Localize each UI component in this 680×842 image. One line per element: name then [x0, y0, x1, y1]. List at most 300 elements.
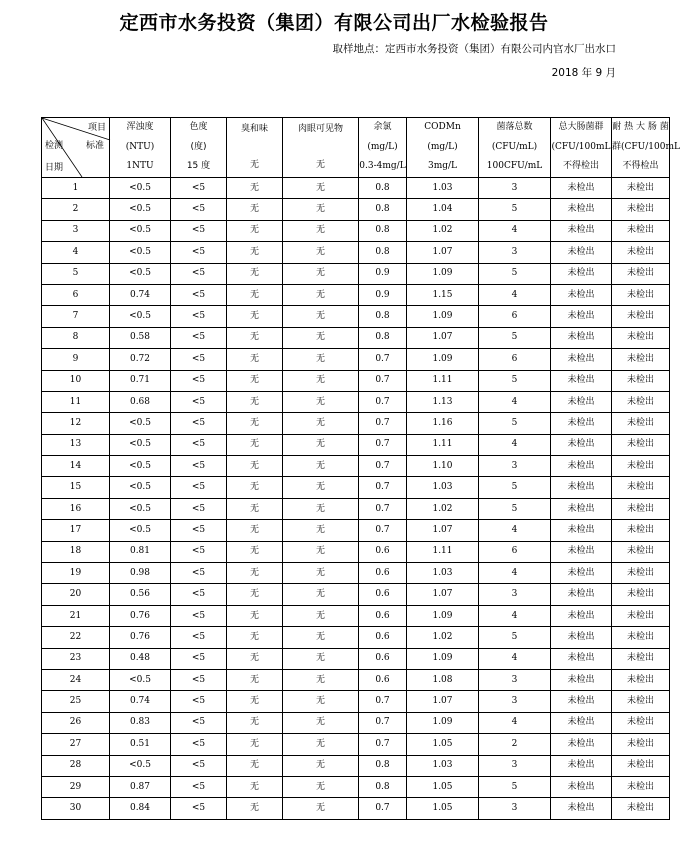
cell-thermotolerant-coliform: 未检出 [612, 734, 670, 755]
cell-color: <5 [171, 712, 227, 733]
cell-total-coliform: 未检出 [551, 498, 612, 519]
sampling-location: 取样地点：定西市水务投资（集团）有限公司内官水厂出水口 [332, 43, 616, 55]
cell-odor: 无 [227, 349, 283, 370]
cell-date: 14 [42, 456, 110, 477]
cell-color: <5 [171, 755, 227, 776]
table-row [42, 755, 670, 776]
cell-colony-count: 5 [479, 263, 551, 284]
cell-visible-matter: 无 [283, 456, 359, 477]
cell-odor: 无 [227, 669, 283, 690]
table-row [42, 263, 670, 284]
cell-color: <5 [171, 178, 227, 199]
corner-standard-label: 标准 [85, 141, 104, 151]
report-title: 定西市水务投资（集团）有限公司出厂水检验报告 [119, 12, 549, 34]
cell-visible-matter: 无 [283, 541, 359, 562]
cell-residual-chlorine: 0.8 [359, 178, 407, 199]
cell-colony-count: 5 [479, 370, 551, 391]
cell-date: 11 [42, 391, 110, 412]
cell-turbidity: 0.51 [110, 734, 171, 755]
cell-colony-count: 4 [479, 712, 551, 733]
cell-turbidity: <0.5 [110, 669, 171, 690]
cell-turbidity: <0.5 [110, 520, 171, 541]
cell-residual-chlorine: 0.6 [359, 584, 407, 605]
cell-turbidity: <0.5 [110, 242, 171, 263]
cell-colony-count: 4 [479, 284, 551, 305]
cell-codmn: 1.10 [407, 456, 479, 477]
cell-residual-chlorine: 0.8 [359, 242, 407, 263]
cell-codmn: 1.02 [407, 220, 479, 241]
cell-total-coliform: 未检出 [551, 263, 612, 284]
cell-codmn: 1.15 [407, 284, 479, 305]
cell-date: 29 [42, 776, 110, 797]
cell-total-coliform: 未检出 [551, 284, 612, 305]
cell-visible-matter: 无 [283, 199, 359, 220]
table-row [42, 434, 670, 455]
cell-total-coliform: 未检出 [551, 712, 612, 733]
cell-odor: 无 [227, 584, 283, 605]
cell-turbidity: <0.5 [110, 178, 171, 199]
cell-turbidity: <0.5 [110, 199, 171, 220]
cell-visible-matter: 无 [283, 520, 359, 541]
cell-color: <5 [171, 605, 227, 626]
cell-visible-matter: 无 [283, 605, 359, 626]
cell-visible-matter: 无 [283, 776, 359, 797]
table-row [42, 413, 670, 434]
cell-residual-chlorine: 0.9 [359, 263, 407, 284]
cell-visible-matter: 无 [283, 306, 359, 327]
cell-colony-count: 3 [479, 242, 551, 263]
cell-colony-count: 2 [479, 734, 551, 755]
cell-date: 1 [42, 178, 110, 199]
cell-colony-count: 4 [479, 520, 551, 541]
cell-total-coliform: 未检出 [551, 434, 612, 455]
cell-turbidity: 0.56 [110, 584, 171, 605]
cell-residual-chlorine: 0.7 [359, 456, 407, 477]
cell-thermotolerant-coliform: 未检出 [612, 712, 670, 733]
cell-thermotolerant-coliform: 未检出 [612, 477, 670, 498]
table-row [42, 391, 670, 412]
cell-date: 27 [42, 734, 110, 755]
cell-total-coliform: 未检出 [551, 306, 612, 327]
cell-visible-matter: 无 [283, 370, 359, 391]
col-header-colony-count: 菌落总数 (CFU/mL) 100CFU/mL [479, 118, 551, 178]
cell-visible-matter: 无 [283, 563, 359, 584]
cell-codmn: 1.09 [407, 263, 479, 284]
cell-residual-chlorine: 0.7 [359, 520, 407, 541]
cell-thermotolerant-coliform: 未检出 [612, 605, 670, 626]
cell-residual-chlorine: 0.8 [359, 220, 407, 241]
cell-color: <5 [171, 520, 227, 541]
cell-residual-chlorine: 0.6 [359, 563, 407, 584]
cell-odor: 无 [227, 648, 283, 669]
cell-colony-count: 5 [479, 627, 551, 648]
cell-date: 22 [42, 627, 110, 648]
cell-color: <5 [171, 199, 227, 220]
cell-total-coliform: 未检出 [551, 477, 612, 498]
cell-date: 12 [42, 413, 110, 434]
cell-residual-chlorine: 0.6 [359, 541, 407, 562]
cell-odor: 无 [227, 734, 283, 755]
cell-total-coliform: 未检出 [551, 755, 612, 776]
cell-odor: 无 [227, 712, 283, 733]
cell-codmn: 1.07 [407, 242, 479, 263]
corner-date-label: 日期 [45, 163, 64, 173]
cell-codmn: 1.11 [407, 434, 479, 455]
cell-visible-matter: 无 [283, 669, 359, 690]
cell-codmn: 1.09 [407, 306, 479, 327]
cell-thermotolerant-coliform: 未检出 [612, 242, 670, 263]
cell-turbidity: 0.72 [110, 349, 171, 370]
cell-date: 24 [42, 669, 110, 690]
cell-odor: 无 [227, 327, 283, 348]
cell-odor: 无 [227, 178, 283, 199]
cell-residual-chlorine: 0.6 [359, 605, 407, 626]
cell-odor: 无 [227, 242, 283, 263]
col-header-total-coliform: 总大肠菌群 (CFU/100mL 不得检出 [551, 118, 612, 178]
cell-colony-count: 3 [479, 669, 551, 690]
cell-turbidity: 0.84 [110, 798, 171, 819]
cell-color: <5 [171, 691, 227, 712]
cell-turbidity: 0.98 [110, 563, 171, 584]
cell-visible-matter: 无 [283, 434, 359, 455]
cell-color: <5 [171, 627, 227, 648]
table-row [42, 541, 670, 562]
cell-color: <5 [171, 498, 227, 519]
table-row [42, 669, 670, 690]
table-row [42, 798, 670, 819]
cell-codmn: 1.07 [407, 691, 479, 712]
cell-residual-chlorine: 0.8 [359, 327, 407, 348]
cell-thermotolerant-coliform: 未检出 [612, 284, 670, 305]
cell-codmn: 1.03 [407, 178, 479, 199]
table-row [42, 520, 670, 541]
cell-visible-matter: 无 [283, 648, 359, 669]
cell-colony-count: 3 [479, 798, 551, 819]
cell-residual-chlorine: 0.8 [359, 776, 407, 797]
cell-turbidity: <0.5 [110, 498, 171, 519]
cell-residual-chlorine: 0.7 [359, 434, 407, 455]
cell-colony-count: 4 [479, 220, 551, 241]
table-row [42, 349, 670, 370]
table-row [42, 178, 670, 199]
cell-color: <5 [171, 327, 227, 348]
cell-codmn: 1.07 [407, 520, 479, 541]
cell-colony-count: 5 [479, 477, 551, 498]
cell-colony-count: 5 [479, 413, 551, 434]
cell-turbidity: 0.74 [110, 284, 171, 305]
cell-turbidity: 0.76 [110, 605, 171, 626]
table-row [42, 242, 670, 263]
cell-codmn: 1.13 [407, 391, 479, 412]
cell-total-coliform: 未检出 [551, 413, 612, 434]
cell-turbidity: <0.5 [110, 306, 171, 327]
cell-total-coliform: 未检出 [551, 691, 612, 712]
cell-colony-count: 4 [479, 563, 551, 584]
cell-total-coliform: 未检出 [551, 669, 612, 690]
col-header-turbidity: 浑浊度 (NTU) 1NTU [110, 118, 171, 178]
cell-total-coliform: 未检出 [551, 776, 612, 797]
cell-visible-matter: 无 [283, 349, 359, 370]
cell-total-coliform: 未检出 [551, 605, 612, 626]
cell-total-coliform: 未检出 [551, 734, 612, 755]
water-quality-table [41, 117, 680, 820]
cell-visible-matter: 无 [283, 584, 359, 605]
table-row [42, 584, 670, 605]
table-row [42, 712, 670, 733]
cell-total-coliform: 未检出 [551, 541, 612, 562]
table-row [42, 456, 670, 477]
cell-color: <5 [171, 584, 227, 605]
table-row [42, 734, 670, 755]
cell-total-coliform: 未检出 [551, 520, 612, 541]
cell-odor: 无 [227, 199, 283, 220]
cell-turbidity: <0.5 [110, 220, 171, 241]
cell-total-coliform: 未检出 [551, 648, 612, 669]
cell-odor: 无 [227, 541, 283, 562]
cell-color: <5 [171, 434, 227, 455]
cell-odor: 无 [227, 370, 283, 391]
cell-visible-matter: 无 [283, 691, 359, 712]
cell-thermotolerant-coliform: 未检出 [612, 456, 670, 477]
cell-turbidity: 0.68 [110, 391, 171, 412]
cell-color: <5 [171, 349, 227, 370]
cell-thermotolerant-coliform: 未检出 [612, 220, 670, 241]
cell-total-coliform: 未检出 [551, 563, 612, 584]
cell-thermotolerant-coliform: 未检出 [612, 541, 670, 562]
cell-colony-count: 5 [479, 199, 551, 220]
cell-residual-chlorine: 0.7 [359, 370, 407, 391]
cell-visible-matter: 无 [283, 498, 359, 519]
cell-total-coliform: 未检出 [551, 456, 612, 477]
cell-thermotolerant-coliform: 未检出 [612, 306, 670, 327]
cell-codmn: 1.03 [407, 477, 479, 498]
cell-residual-chlorine: 0.7 [359, 798, 407, 819]
cell-date: 26 [42, 712, 110, 733]
cell-thermotolerant-coliform: 未检出 [612, 798, 670, 819]
cell-color: <5 [171, 306, 227, 327]
cell-odor: 无 [227, 391, 283, 412]
cell-colony-count: 3 [479, 584, 551, 605]
cell-colony-count: 4 [479, 434, 551, 455]
cell-odor: 无 [227, 520, 283, 541]
cell-codmn: 1.11 [407, 370, 479, 391]
table-row [42, 284, 670, 305]
cell-colony-count: 5 [479, 327, 551, 348]
cell-colony-count: 3 [479, 178, 551, 199]
cell-color: <5 [171, 541, 227, 562]
cell-visible-matter: 无 [283, 263, 359, 284]
table-row [42, 327, 670, 348]
table-row [42, 220, 670, 241]
cell-thermotolerant-coliform: 未检出 [612, 391, 670, 412]
cell-odor: 无 [227, 434, 283, 455]
header-row [42, 118, 670, 178]
cell-visible-matter: 无 [283, 284, 359, 305]
cell-total-coliform: 未检出 [551, 327, 612, 348]
corner-item-label: 项目 [87, 123, 106, 133]
cell-residual-chlorine: 0.8 [359, 755, 407, 776]
cell-date: 5 [42, 263, 110, 284]
cell-residual-chlorine: 0.6 [359, 648, 407, 669]
cell-residual-chlorine: 0.7 [359, 477, 407, 498]
cell-color: <5 [171, 456, 227, 477]
table-row [42, 691, 670, 712]
cell-total-coliform: 未检出 [551, 627, 612, 648]
cell-total-coliform: 未检出 [551, 242, 612, 263]
cell-visible-matter: 无 [283, 391, 359, 412]
cell-colony-count: 3 [479, 456, 551, 477]
cell-color: <5 [171, 413, 227, 434]
cell-date: 17 [42, 520, 110, 541]
cell-odor: 无 [227, 563, 283, 584]
cell-visible-matter: 无 [283, 220, 359, 241]
cell-colony-count: 4 [479, 391, 551, 412]
cell-thermotolerant-coliform: 未检出 [612, 627, 670, 648]
cell-color: <5 [171, 391, 227, 412]
corner-cell [42, 118, 110, 178]
cell-codmn: 1.07 [407, 584, 479, 605]
cell-date: 9 [42, 349, 110, 370]
cell-date: 7 [42, 306, 110, 327]
cell-odor: 无 [227, 263, 283, 284]
cell-date: 15 [42, 477, 110, 498]
cell-odor: 无 [227, 284, 283, 305]
cell-residual-chlorine: 0.7 [359, 498, 407, 519]
cell-colony-count: 5 [479, 776, 551, 797]
cell-codmn: 1.09 [407, 712, 479, 733]
cell-codmn: 1.09 [407, 605, 479, 626]
cell-color: <5 [171, 370, 227, 391]
cell-residual-chlorine: 0.7 [359, 734, 407, 755]
cell-odor: 无 [227, 776, 283, 797]
cell-residual-chlorine: 0.7 [359, 413, 407, 434]
cell-thermotolerant-coliform: 未检出 [612, 563, 670, 584]
cell-odor: 无 [227, 798, 283, 819]
cell-color: <5 [171, 477, 227, 498]
cell-residual-chlorine: 0.7 [359, 349, 407, 370]
cell-odor: 无 [227, 605, 283, 626]
cell-residual-chlorine: 0.9 [359, 284, 407, 305]
cell-thermotolerant-coliform: 未检出 [612, 669, 670, 690]
cell-codmn: 1.09 [407, 648, 479, 669]
cell-turbidity: <0.5 [110, 477, 171, 498]
cell-codmn: 1.03 [407, 755, 479, 776]
cell-thermotolerant-coliform: 未检出 [612, 370, 670, 391]
cell-odor: 无 [227, 220, 283, 241]
cell-total-coliform: 未检出 [551, 370, 612, 391]
cell-date: 4 [42, 242, 110, 263]
cell-colony-count: 3 [479, 755, 551, 776]
cell-colony-count: 6 [479, 349, 551, 370]
cell-odor: 无 [227, 456, 283, 477]
cell-date: 6 [42, 284, 110, 305]
cell-residual-chlorine: 0.6 [359, 627, 407, 648]
cell-residual-chlorine: 0.7 [359, 712, 407, 733]
cell-residual-chlorine: 0.7 [359, 391, 407, 412]
cell-turbidity: 0.48 [110, 648, 171, 669]
cell-thermotolerant-coliform: 未检出 [612, 327, 670, 348]
cell-residual-chlorine: 0.8 [359, 306, 407, 327]
cell-turbidity: 0.71 [110, 370, 171, 391]
cell-thermotolerant-coliform: 未检出 [612, 178, 670, 199]
cell-date: 2 [42, 199, 110, 220]
report-date: 2018 年 9 月 [551, 67, 616, 79]
cell-turbidity: <0.5 [110, 755, 171, 776]
cell-odor: 无 [227, 755, 283, 776]
cell-odor: 无 [227, 691, 283, 712]
cell-color: <5 [171, 220, 227, 241]
cell-codmn: 1.09 [407, 349, 479, 370]
cell-date: 28 [42, 755, 110, 776]
cell-codmn: 1.03 [407, 563, 479, 584]
cell-visible-matter: 无 [283, 477, 359, 498]
cell-residual-chlorine: 0.6 [359, 669, 407, 690]
cell-total-coliform: 未检出 [551, 178, 612, 199]
table-body [42, 178, 670, 820]
cell-date: 23 [42, 648, 110, 669]
cell-thermotolerant-coliform: 未检出 [612, 520, 670, 541]
cell-codmn: 1.02 [407, 498, 479, 519]
cell-date: 20 [42, 584, 110, 605]
cell-date: 16 [42, 498, 110, 519]
cell-turbidity: 0.81 [110, 541, 171, 562]
cell-codmn: 1.04 [407, 199, 479, 220]
cell-color: <5 [171, 242, 227, 263]
cell-thermotolerant-coliform: 未检出 [612, 755, 670, 776]
cell-turbidity: 0.83 [110, 712, 171, 733]
cell-visible-matter: 无 [283, 712, 359, 733]
table-row [42, 498, 670, 519]
cell-visible-matter: 无 [283, 734, 359, 755]
cell-thermotolerant-coliform: 未检出 [612, 776, 670, 797]
cell-turbidity: 0.58 [110, 327, 171, 348]
cell-turbidity: <0.5 [110, 263, 171, 284]
cell-date: 10 [42, 370, 110, 391]
cell-visible-matter: 无 [283, 798, 359, 819]
cell-turbidity: 0.74 [110, 691, 171, 712]
cell-codmn: 1.08 [407, 669, 479, 690]
cell-turbidity: <0.5 [110, 434, 171, 455]
cell-total-coliform: 未检出 [551, 584, 612, 605]
cell-visible-matter: 无 [283, 627, 359, 648]
cell-turbidity: <0.5 [110, 413, 171, 434]
cell-residual-chlorine: 0.7 [359, 691, 407, 712]
cell-date: 13 [42, 434, 110, 455]
table-row [42, 627, 670, 648]
cell-date: 21 [42, 605, 110, 626]
cell-colony-count: 4 [479, 648, 551, 669]
cell-odor: 无 [227, 306, 283, 327]
cell-color: <5 [171, 798, 227, 819]
cell-thermotolerant-coliform: 未检出 [612, 349, 670, 370]
cell-visible-matter: 无 [283, 413, 359, 434]
table-row [42, 776, 670, 797]
cell-total-coliform: 未检出 [551, 220, 612, 241]
cell-turbidity: <0.5 [110, 456, 171, 477]
cell-date: 30 [42, 798, 110, 819]
table-row [42, 605, 670, 626]
cell-codmn: 1.02 [407, 627, 479, 648]
cell-turbidity: 0.76 [110, 627, 171, 648]
col-header-codmn: CODMn (mg/L) 3mg/L [407, 118, 479, 178]
col-header-odor: 臭和味 无 [227, 118, 283, 178]
cell-thermotolerant-coliform: 未检出 [612, 584, 670, 605]
cell-date: 18 [42, 541, 110, 562]
cell-thermotolerant-coliform: 未检出 [612, 199, 670, 220]
cell-thermotolerant-coliform: 未检出 [612, 691, 670, 712]
cell-visible-matter: 无 [283, 755, 359, 776]
cell-codmn: 1.05 [407, 734, 479, 755]
